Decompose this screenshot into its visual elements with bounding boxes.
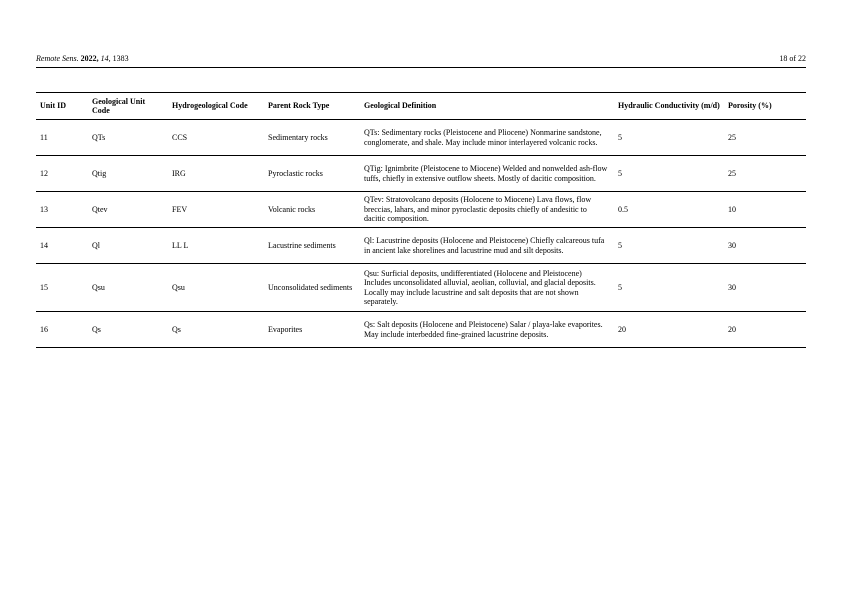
journal-name: Remote Sens. — [36, 54, 79, 63]
cell-hydro-code: Qs — [172, 324, 181, 334]
table-row — [36, 120, 806, 156]
cell-rock-type: Lacustrine sediments — [268, 240, 336, 250]
cell-geo-code: Ql — [92, 240, 100, 250]
cell-hydro-code: FEV — [172, 204, 188, 214]
volume-number: 14, — [100, 54, 111, 63]
cell-rock-type: Volcanic rocks — [268, 204, 316, 214]
publication-year: 2022, — [80, 54, 99, 63]
cell-unit-id: 16 — [40, 324, 48, 334]
header-geological-unit-code: Geological Unit Code — [92, 96, 146, 115]
cell-definition: QTs: Sedimentary rocks (Pleistocene and Pliocene) Nonmarine sandstone, conglomerate, and shale. May include minor interlayered volcanic rocks. — [364, 128, 602, 147]
table-row — [36, 156, 806, 192]
cell-hydro-code: Qsu — [172, 282, 185, 292]
cell-porosity: 10 — [728, 204, 736, 214]
cell-conductivity: 5 — [618, 132, 622, 142]
cell-hydro-code: LL L — [172, 240, 189, 250]
header-rule — [36, 67, 806, 68]
cell-geo-code: Qtev — [92, 204, 108, 214]
header-geological-definition: Geological Definition — [364, 101, 437, 111]
cell-definition: Qsu: Surficial deposits, undifferentiated (Holocene and Pleistocene) Includes unconsolidated alluvial, aeolian, colluvial, and glacial deposits. Locally may include lacustrine and salt deposits that are not shown separately. — [364, 268, 596, 306]
page-number: 18 of 22 — [779, 54, 806, 63]
cell-hydro-code: IRG — [172, 168, 186, 178]
cell-unit-id: 13 — [40, 204, 48, 214]
cell-rock-type: Unconsolidated sediments — [268, 282, 353, 292]
cell-definition: QTev: Stratovolcano deposits (Holocene to Miocene) Lava flows, flow breccias, lahars, and minor pyroclastic deposits chiefly of andesitic to dacitic composition. — [364, 195, 592, 224]
cell-conductivity: 5 — [618, 282, 622, 292]
hydrogeological-units-table — [36, 92, 806, 348]
cell-unit-id: 15 — [40, 282, 48, 292]
cell-porosity: 30 — [728, 240, 736, 250]
cell-definition: QTig: Ignimbrite (Pleistocene to Miocene) Welded and nonwelded ash-flow tuffs, chiefly in extensive outflow sheets. Mostly of dacitic composition. — [364, 164, 608, 183]
header-unit-id: Unit ID — [40, 101, 67, 111]
cell-porosity: 25 — [728, 132, 736, 142]
cell-conductivity: 5 — [618, 240, 622, 250]
cell-definition: Qs: Salt deposits (Holocene and Pleistocene) Salar / playa-lake evaporites. May include interbedded fine-grained lacustrine deposits. — [364, 320, 603, 339]
cell-conductivity: 0.5 — [618, 204, 628, 214]
article-number: 1383 — [112, 54, 129, 63]
table-row — [36, 312, 806, 348]
table-row — [36, 228, 806, 264]
cell-unit-id: 14 — [40, 240, 48, 250]
running-header — [36, 52, 806, 66]
cell-unit-id: 12 — [40, 168, 48, 178]
cell-rock-type: Pyroclastic rocks — [268, 168, 323, 178]
header-hydrogeological-code: Hydrogeological Code — [172, 101, 248, 111]
cell-unit-id: 11 — [40, 132, 48, 142]
table-header-row — [36, 93, 806, 120]
cell-rock-type: Evaporites — [268, 324, 303, 334]
cell-rock-type: Sedimentary rocks — [268, 132, 328, 142]
header-hydraulic-conductivity: Hydraulic Conductivity (m/d) — [618, 101, 720, 111]
cell-conductivity: 20 — [618, 324, 626, 334]
cell-porosity: 25 — [728, 168, 736, 178]
header-parent-rock-type: Parent Rock Type — [268, 101, 330, 111]
cell-geo-code: QTs — [92, 132, 106, 142]
cell-geo-code: Qtig — [92, 168, 107, 178]
table-row — [36, 192, 806, 228]
cell-porosity: 20 — [728, 324, 736, 334]
cell-hydro-code: CCS — [172, 132, 188, 142]
header-porosity: Porosity (%) — [728, 101, 772, 111]
table-row — [36, 264, 806, 312]
cell-definition: Ql: Lacustrine deposits (Holocene and Pleistocene) Chiefly calcareous tufa in ancient lake shorelines and lacustrine mud and silt deposits. — [364, 236, 605, 255]
cell-geo-code: Qs — [92, 324, 101, 334]
cell-geo-code: Qsu — [92, 282, 105, 292]
cell-conductivity: 5 — [618, 168, 622, 178]
cell-porosity: 30 — [728, 282, 736, 292]
